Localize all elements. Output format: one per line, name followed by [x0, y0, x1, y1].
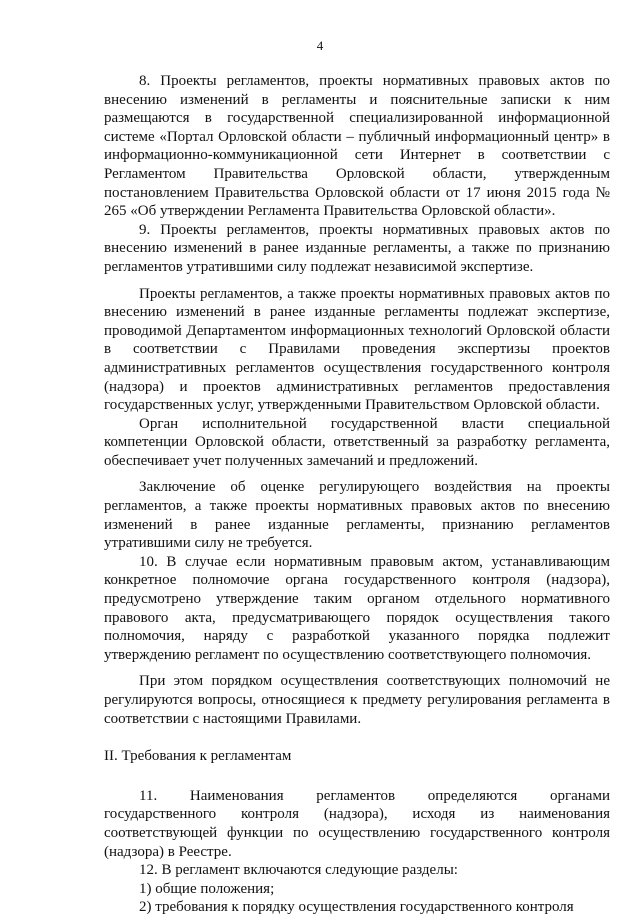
paragraph-12: 12. В регламент включаются следующие разделы:: [139, 862, 458, 879]
paragraph-11: 11. Наименования регламентов определяются органами государственного контроля (надзора), исходя из наименования соответствующей функции по осуществлению государственного контроля (надзора) в Реестре.: [104, 787, 610, 860]
paragraph-authority: Орган исполнительной государственной власти специальной компетенции Орловской области, ответственный за разработку регламента, обеспечивает учет полученных замечаний и предложений.: [104, 415, 610, 469]
paragraph-8: 8. Проекты регламентов, проекты нормативных правовых актов по внесению изменений в регламенты и пояснительные записки к ним размещаются в государственной специализированной информационной системе «Портал Орловской области – публичный информационный центр» в информационно-коммуникационной сети Интернет в соответствии с Регламентом Правительства Орловской области, утвержденным постановлением Правительства Орловской области от 17 июня 2015 года № 265 «Об утверждении Регламента Правительства Орловской области».: [104, 73, 610, 220]
paragraph-9: 9. Проекты регламентов, проекты нормативных правовых актов по внесению изменений в ранее изданные регламенты, а также по признанию регламентов утратившими силу подлежат независимой экспертизе.: [104, 221, 610, 275]
document-body: [104, 72, 610, 917]
list-item-1: 1) общие положения;: [139, 880, 275, 897]
paragraph-expertise: Проекты регламентов, а также проекты нормативных правовых актов по внесению изменений в ранее изданные регламенты подлежат экспертизе, проводимой Департаментом информационных технологий Орловской области в соответствии с Правилами проведения экспертизы проектов административных регламентов осуществления государственного контроля (надзора) и проектов административных регламентов предоставления государственных услуг, утвержденными Правительством Орловской области.: [104, 285, 610, 414]
paragraph-procedure: При этом порядком осуществления соответствующих полномочий не регулируются вопросы, относящиеся к предмету регулирования регламента в соответствии с настоящими Правилами.: [104, 673, 610, 727]
section-heading: II. Требования к регламентам: [104, 748, 292, 765]
list-item-2: 2) требования к порядку осуществления государственного контроля: [139, 899, 574, 916]
paragraph-10: 10. В случае если нормативным правовым актом, устанавливающим конкретное полномочие органа государственного контроля (надзора), предусмотрено утверждение таким органом отдельного нормативного правового акта, предусматривающего порядок осуществления такого полномочия, наряду с разработкой указанного порядка подлежит утверждению регламент по осуществлению соответствующего полномочия.: [104, 553, 610, 663]
page-number: 4: [316, 38, 324, 53]
paragraph-conclusion: Заключение об оценке регулирующего воздействия на проекты регламентов, а также проекты нормативных правовых актов по внесению изменений в ранее изданные регламенты, признанию регламентов утратившими силу не требуется.: [104, 479, 610, 552]
